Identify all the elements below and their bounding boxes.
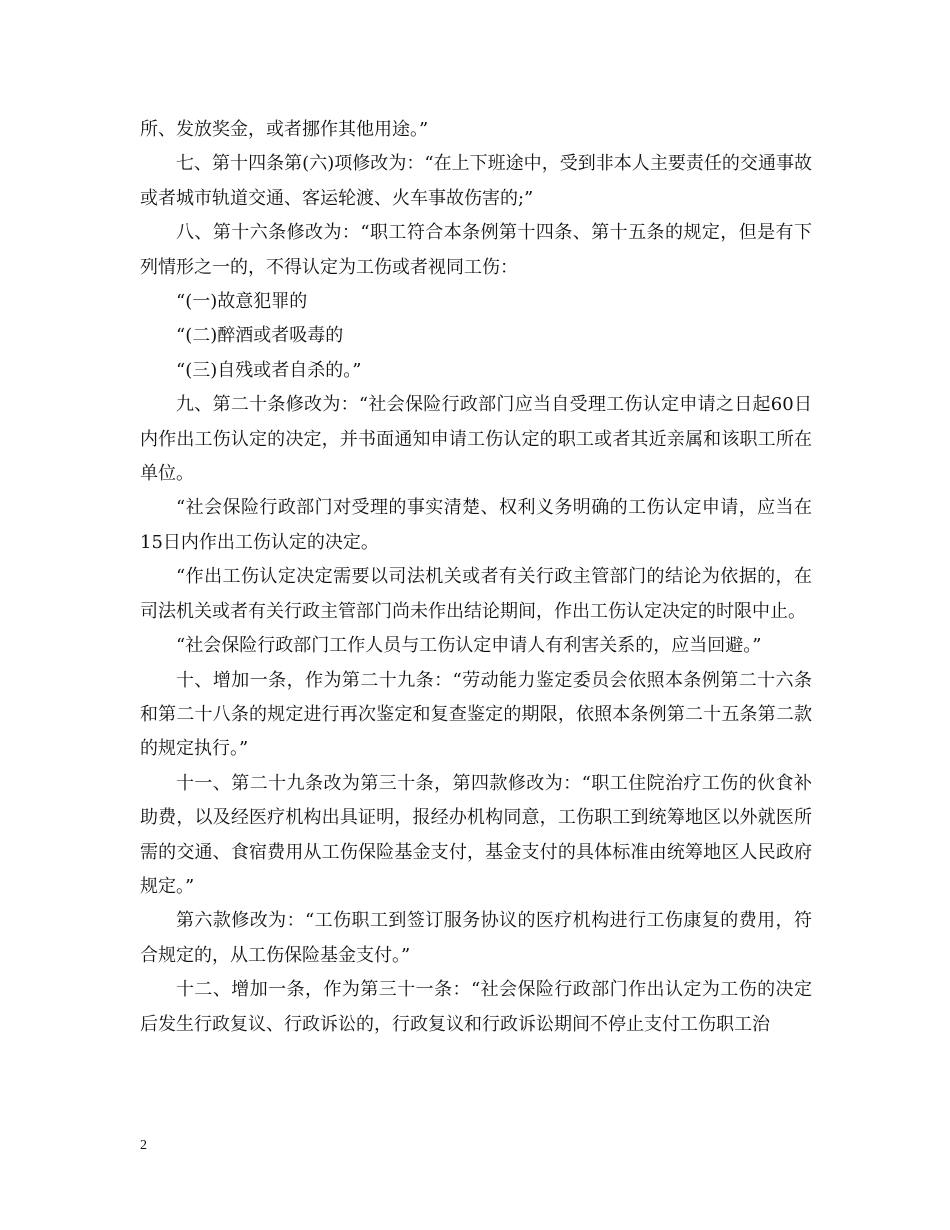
paragraph-item-7: 七、第十四条第(六)项修改为：“在上下班途中，受到非本人主要责任的交通事故或者城市轨道交通、客运轮渡、火车事故伤害的;” bbox=[140, 153, 812, 209]
document-body bbox=[140, 113, 812, 1042]
paragraph-item-11: 十一、第二十九条改为第三十条，第四款修改为：“职工住院治疗工伤的伙食补助费，以及经医疗机构出具证明，报经办机构同意，工伤职工到统筹地区以外就医所需的交通、食宿费用从工伤保险基金支付，基金支付的具体标准由统筹地区人民政府规定。” bbox=[140, 772, 812, 897]
paragraph-item-9-clause-4: “社会保险行政部门工作人员与工伤认定申请人有利害关系的，应当回避。” bbox=[176, 635, 762, 657]
paragraph-continuation: 所、发放奖金，或者挪作其他用途。” bbox=[140, 119, 429, 140]
paragraph-item-11-clause-6: 第六款修改为：“工伤职工到签订服务协议的医疗机构进行工伤康复的费用，符合规定的，从工伤保险基金支付。” bbox=[140, 910, 812, 966]
paragraph-item-9: 九、第二十条修改为：“社会保险行政部门应当自受理工伤认定申请之日起60日内作出工伤认定的决定，并书面通知申请工伤认定的职工或者其近亲属和该职工所在单位。 bbox=[140, 394, 812, 485]
paragraph-sub-item-1: “(一)故意犯罪的 bbox=[176, 291, 308, 313]
paragraph-item-12: 十二、增加一条，作为第三十一条：“社会保险行政部门作出认定为工伤的决定后发生行政复议、行政诉讼的，行政复议和行政诉讼期间不停止支付工伤职工治 bbox=[140, 979, 812, 1035]
paragraph-sub-item-2: “(二)醉酒或者吸毒的 bbox=[176, 325, 344, 347]
paragraph-item-9-clause-3: “作出工伤认定决定需要以司法机关或者有关行政主管部门的结论为依据的，在司法机关或者有关行政主管部门尚未作出结论期间，作出工伤认定决定的时限中止。 bbox=[140, 566, 812, 622]
paragraph-item-9-clause-2: “社会保险行政部门对受理的事实清楚、权利义务明确的工伤认定申请，应当在15日内作出工伤认定的决定。 bbox=[140, 497, 812, 553]
page-number: 2 bbox=[140, 1138, 147, 1153]
paragraph-item-8: 八、第十六条修改为：“职工符合本条例第十四条、第十五条的规定，但是有下列情形之一的，不得认定为工伤或者视同工伤： bbox=[140, 222, 812, 278]
paragraph-item-10: 十、增加一条，作为第二十九条：“劳动能力鉴定委员会依照本条例第二十六条和第二十八条的规定进行再次鉴定和复查鉴定的期限，依照本条例第二十五条第二款的规定执行。” bbox=[140, 669, 812, 760]
paragraph-sub-item-3: “(三)自残或者自杀的。” bbox=[176, 359, 362, 381]
